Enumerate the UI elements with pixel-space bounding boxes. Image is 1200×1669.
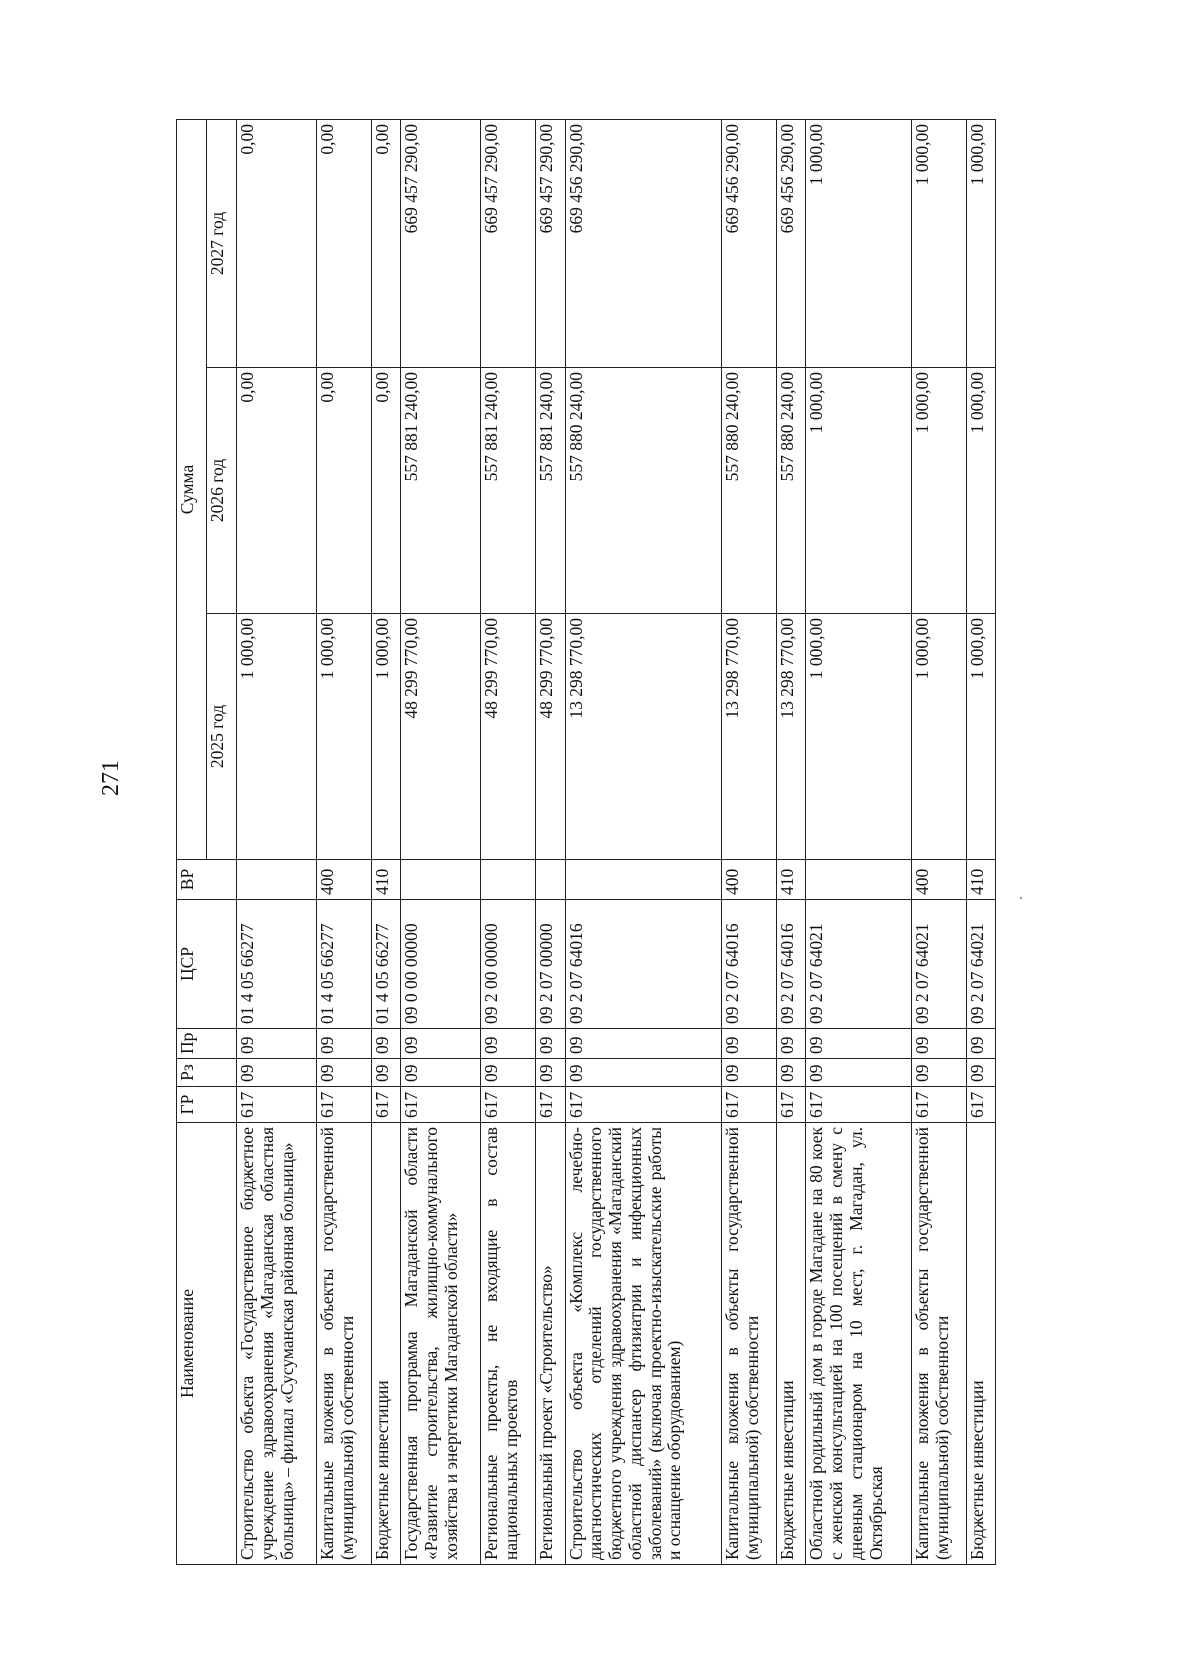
table-cell-vr [401,860,481,900]
table-cell-vr: 410 [776,860,805,900]
table-cell-2026: 1 000,00 [966,368,995,614]
table-cell-2026: 557 881 240,00 [401,368,481,614]
table-cell-pr: 09 [565,1029,722,1059]
table-cell-csr: 09 2 00 00000 [481,900,536,1029]
table-cell-2025: 1 000,00 [317,614,372,860]
page-number: 271 [98,760,124,796]
table-cell-vr: 410 [371,860,400,900]
table-cell-pr: 09 [481,1029,536,1059]
table-cell-2026: 557 880 240,00 [565,368,722,614]
table-cell-csr: 01 4 05 66277 [317,900,372,1029]
table-row [565,119,722,1564]
table-row [371,119,400,1564]
table-cell-csr: 09 2 07 64021 [966,900,995,1029]
table-cell-gr: 617 [536,1087,565,1123]
table-cell-pr: 09 [776,1029,805,1059]
table-cell-pr: 09 [911,1029,966,1059]
table-cell-2025: 48 299 770,00 [401,614,481,860]
table-cell-name: Капитальные вложения в объекты государственной (муниципальной) собственности [722,1123,777,1565]
table-cell-2027: 0,00 [237,119,317,367]
table-cell-gr: 617 [401,1087,481,1123]
table-cell-2026: 1 000,00 [911,368,966,614]
table-cell-2025: 48 299 770,00 [481,614,536,860]
table-cell-2025: 13 298 770,00 [722,614,777,860]
table-cell-2026: 0,00 [371,368,400,614]
table-cell-2027: 1 000,00 [806,119,912,367]
header-sum: Сумма [177,119,207,859]
table-cell-pr: 09 [966,1029,995,1059]
table-cell-gr: 617 [966,1087,995,1123]
table-cell-gr: 617 [317,1087,372,1123]
table-cell-csr: 09 2 07 64016 [722,900,777,1029]
table-cell-csr: 09 2 07 64016 [776,900,805,1029]
table-row [237,119,317,1564]
table-row [776,119,805,1564]
table-cell-2025: 1 000,00 [966,614,995,860]
table-cell-name: Бюджетные инвестиции [371,1123,400,1565]
table-cell-name: Бюджетные инвестиции [966,1123,995,1565]
table-cell-2026: 557 880 240,00 [776,368,805,614]
table-cell-pr: 09 [237,1029,317,1059]
table-cell-rz: 09 [806,1059,912,1087]
table-cell-2025: 1 000,00 [806,614,912,860]
table-cell-gr: 617 [371,1087,400,1123]
table-cell-name: Региональные проекты, не входящие в состав национальных проектов [481,1123,536,1565]
table-cell-gr: 617 [806,1087,912,1123]
header-vr: ВР [177,860,237,900]
table-cell-vr [565,860,722,900]
table-cell-2027: 669 456 290,00 [776,119,805,367]
header-csr: ЦСР [177,900,237,1029]
table-cell-pr: 09 [806,1029,912,1059]
table-row [481,119,536,1564]
table-cell-2027: 0,00 [371,119,400,367]
table-cell-rz: 09 [401,1059,481,1087]
table-cell-gr: 617 [722,1087,777,1123]
table-cell-2025: 48 299 770,00 [536,614,565,860]
table-cell-gr: 617 [565,1087,722,1123]
table-cell-2026: 0,00 [237,368,317,614]
table-cell-2026: 557 881 240,00 [536,368,565,614]
table-cell-2027: 1 000,00 [911,119,966,367]
table-cell-2027: 0,00 [317,119,372,367]
table-cell-2027: 669 457 290,00 [401,119,481,367]
scan-speck [1020,897,1022,899]
table-cell-gr: 617 [237,1087,317,1123]
table-cell-gr: 617 [776,1087,805,1123]
table-cell-vr: 400 [911,860,966,900]
table-cell-2025: 1 000,00 [237,614,317,860]
table-cell-2027: 669 457 290,00 [481,119,536,367]
table-cell-name: Капитальные вложения в объекты государственной (муниципальной) собственности [911,1123,966,1565]
table-cell-2025: 1 000,00 [371,614,400,860]
table-cell-csr: 09 2 07 64021 [806,900,912,1029]
table-cell-csr: 01 4 05 66277 [237,900,317,1029]
table-body [237,119,996,1564]
table-cell-2025: 1 000,00 [911,614,966,860]
table-cell-2026: 1 000,00 [806,368,912,614]
header-rz: Рз [177,1059,237,1087]
table-row [806,119,912,1564]
table-cell-2027: 669 456 290,00 [722,119,777,367]
table-cell-csr: 09 0 00 00000 [401,900,481,1029]
table-cell-rz: 09 [237,1059,317,1087]
table-cell-vr [536,860,565,900]
table-cell-pr: 09 [536,1029,565,1059]
table-cell-name: Строительство объекта «Комплекс лечебно-диагностических отделений государственного бюджетного учреждения здравоохранения «Магаданский областной диспансер фтизиатрии и инфекционных заболеваний» (включая проектно-изыскательские работы и оснащение оборудованием) [565,1123,722,1565]
table-cell-gr: 617 [481,1087,536,1123]
table-cell-rz: 09 [565,1059,722,1087]
table-cell-vr: 400 [317,860,372,900]
table-cell-vr: 400 [722,860,777,900]
table-row [317,119,372,1564]
table-row [966,119,995,1564]
table-cell-rz: 09 [481,1059,536,1087]
table-cell-vr [806,860,912,900]
table-row [911,119,966,1564]
table-cell-2027: 669 457 290,00 [536,119,565,367]
table-cell-pr: 09 [371,1029,400,1059]
table-cell-pr: 09 [317,1029,372,1059]
header-pr: Пр [177,1029,237,1059]
table-cell-2026: 557 880 240,00 [722,368,777,614]
table-cell-2025: 13 298 770,00 [565,614,722,860]
table-cell-vr [237,860,317,900]
table-cell-csr: 01 4 05 66277 [371,900,400,1029]
header-name: Наименование [177,1123,237,1565]
table-cell-2027: 1 000,00 [966,119,995,367]
table-cell-csr: 09 2 07 00000 [536,900,565,1029]
table-cell-name: Региональный проект «Строительство» [536,1123,565,1565]
table-cell-gr: 617 [911,1087,966,1123]
header-year-2027: 2027 год [207,119,237,367]
table-cell-csr: 09 2 07 64021 [911,900,966,1029]
table-cell-pr: 09 [401,1029,481,1059]
header-year-2026: 2026 год [207,368,237,614]
table-cell-rz: 09 [317,1059,372,1087]
table-row [722,119,777,1564]
table-row [536,119,565,1564]
table-cell-csr: 09 2 07 64016 [565,900,722,1029]
budget-table [176,119,996,1565]
table-cell-pr: 09 [722,1029,777,1059]
table-cell-rz: 09 [536,1059,565,1087]
header-gr: ГР [177,1087,237,1123]
table-cell-name: Государственная программа Магаданской области «Развитие строительства, жилищно-коммунального хозяйства и энергетики Магаданской области» [401,1123,481,1565]
table-cell-2026: 557 881 240,00 [481,368,536,614]
table-cell-rz: 09 [776,1059,805,1087]
table-row [401,119,481,1564]
table-cell-rz: 09 [966,1059,995,1087]
table-cell-rz: 09 [371,1059,400,1087]
header-row-1 [177,119,207,1564]
table-cell-rz: 09 [722,1059,777,1087]
table-cell-vr: 410 [966,860,995,900]
table-cell-vr [481,860,536,900]
header-year-2025: 2025 год [207,614,237,860]
table-cell-name: Капитальные вложения в объекты государственной (муниципальной) собственности [317,1123,372,1565]
table-cell-rz: 09 [911,1059,966,1087]
table-cell-name: Строительство объекта «Государственное бюджетное учреждение здравоохранения «Магаданская областная больница» – филиал «Сусуманская районная больница» [237,1123,317,1565]
table-cell-name: Областной родильный дом в городе Магадане на 80 коек с женской консультацией на 100 посещений в смену с дневным стационаром на 10 мест, г. Магадан, ул. Октябрьская [806,1123,912,1565]
table-cell-2027: 669 456 290,00 [565,119,722,367]
table-cell-2026: 0,00 [317,368,372,614]
table-cell-2025: 13 298 770,00 [776,614,805,860]
table-cell-name: Бюджетные инвестиции [776,1123,805,1565]
rotated-table-container [176,120,996,1565]
